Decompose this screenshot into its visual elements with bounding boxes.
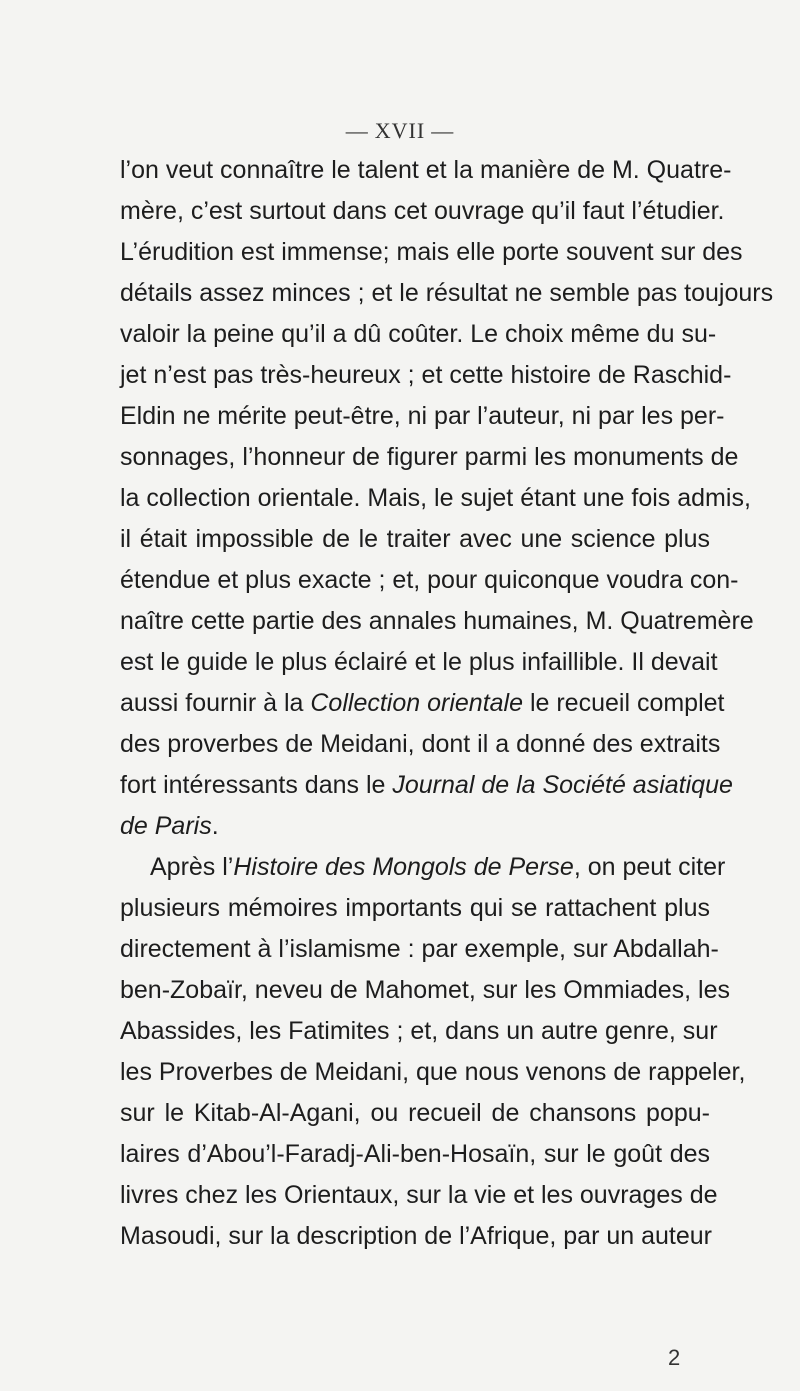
text-segment: . xyxy=(211,812,219,840)
text-segment: , on peut citer xyxy=(573,853,726,881)
page-number: XVII xyxy=(374,118,426,143)
text-segment: aussi fournir à la xyxy=(120,689,311,717)
text-segment: Après l’ xyxy=(150,853,234,881)
text-line: jet n’est pas très-heureux ; et cette histoire de Raschid- xyxy=(120,361,732,389)
text-line: Eldin ne mérite peut-être, ni par l’auteur, ni par les per- xyxy=(120,402,725,430)
paragraph-start-line xyxy=(120,847,726,888)
text-line: étendue et plus exacte ; et, pour quiconque voudra con- xyxy=(120,566,739,594)
text-line: valoir la peine qu’il a dû coûter. Le choix même du su- xyxy=(120,320,717,348)
text-line: livres chez les Orientaux, sur la vie et les ouvrages de xyxy=(120,1181,718,1209)
text-line: les Proverbes de Meidani, que nous venons de rappeler, xyxy=(120,1058,746,1086)
text-line: plusieurs mémoires importants qui se rattachent plus xyxy=(120,894,710,922)
text-line: détails assez minces ; et le résultat ne semble pas toujours xyxy=(120,279,774,307)
header-dash-left: — xyxy=(345,118,369,143)
text-line: mère, c’est surtout dans cet ouvrage qu’il faut l’étudier. xyxy=(120,197,725,225)
text-line: naître cette partie des annales humaines, M. Quatremère xyxy=(120,607,754,635)
text-line: sonnages, l’honneur de figurer parmi les monuments de xyxy=(120,443,739,471)
text-line: est le guide le plus éclairé et le plus infaillible. Il devait xyxy=(120,648,718,676)
text-line xyxy=(120,683,725,724)
text-line: L’érudition est immense; mais elle porte souvent sur des xyxy=(120,238,743,266)
text-line: il était impossible de le traiter avec une science plus xyxy=(120,525,710,553)
title-de-paris: de Paris xyxy=(120,812,212,840)
text-line: l’on veut connaître le talent et la manière de M. Quatre- xyxy=(120,156,732,184)
page-header xyxy=(0,118,800,144)
header-dash-right: — xyxy=(431,118,455,143)
text-line: laires d’Abou’l-Faradj-Ali-ben-Hosaïn, sur le goût des xyxy=(120,1140,710,1168)
text-line xyxy=(120,765,733,806)
text-segment: le recueil complet xyxy=(523,689,725,717)
text-line: la collection orientale. Mais, le sujet étant une fois admis, xyxy=(120,484,751,512)
text-line: Masoudi, sur la description de l’Afrique, par un auteur xyxy=(120,1222,712,1250)
text-line: ben-Zobaïr, neveu de Mahomet, sur les Ommiades, les xyxy=(120,976,731,1004)
text-line: sur le Kitab-Al-Agani, ou recueil de chansons popu- xyxy=(120,1099,710,1127)
text-line: directement à l’islamisme : par exemple, sur Abdallah- xyxy=(120,935,719,963)
text-line: des proverbes de Meidani, dont il a donné des extraits xyxy=(120,730,721,758)
text-line xyxy=(120,806,710,847)
title-journal-societe-asiatique: Journal de la Société asiatique xyxy=(392,771,733,799)
signature-mark: 2 xyxy=(668,1345,681,1370)
text-segment: fort intéressants dans le xyxy=(120,771,393,799)
title-collection-orientale: Collection orientale xyxy=(310,689,523,717)
text-line: Abassides, les Fatimites ; et, dans un autre genre, sur xyxy=(120,1017,718,1045)
title-histoire-des-mongols: Histoire des Mongols de Perse xyxy=(233,853,574,881)
body-text xyxy=(120,150,774,1257)
